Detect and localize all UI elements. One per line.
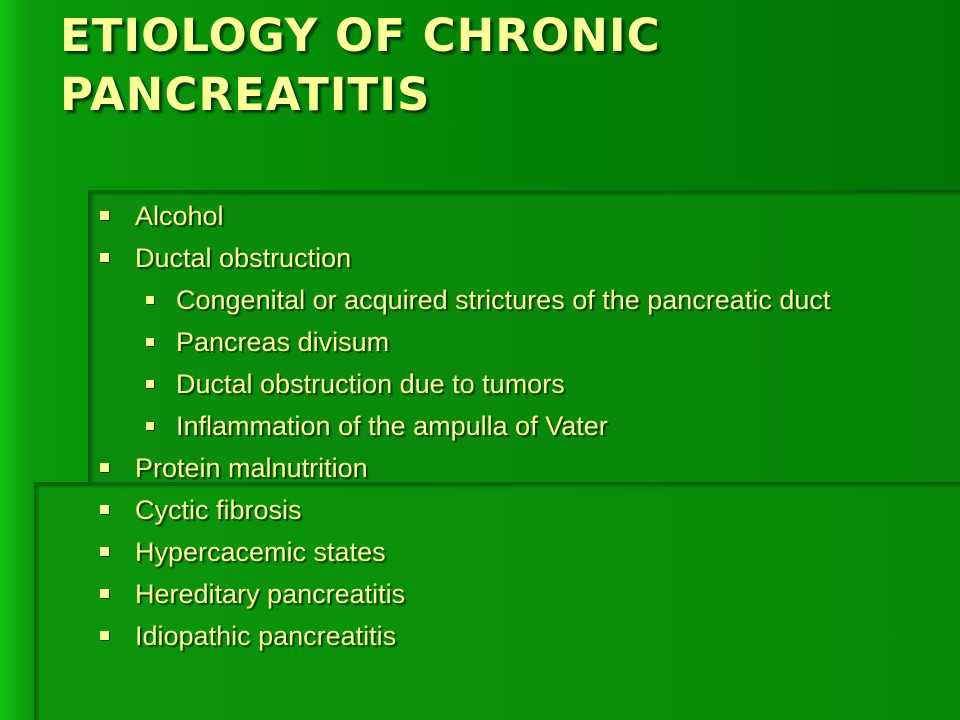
panel-shadow-edge (88, 190, 856, 194)
bullet-item (98, 200, 918, 232)
sub-bullet-item (98, 284, 918, 316)
bullet-text: Idiopathic pancreatitis (135, 621, 397, 651)
bullet-text: Ductal obstruction (135, 243, 352, 273)
bullet-item (98, 620, 918, 652)
square-bullet-icon (100, 631, 109, 640)
bullet-item (98, 578, 918, 610)
sub-bullet-item (98, 326, 918, 358)
bullet-item (98, 242, 918, 274)
square-bullet-icon (100, 589, 109, 598)
square-bullet-icon (146, 338, 154, 346)
slide-title: ETIOLOGY OF CHRONIC PANCREATITIS (60, 9, 661, 121)
sub-bullet-text: Congenital or acquired strictures of the pancreatic duct (176, 285, 831, 315)
square-bullet-icon (100, 211, 109, 220)
sub-bullet-item (98, 410, 918, 442)
bullet-text: Protein malnutrition (135, 453, 368, 483)
square-bullet-icon (100, 547, 109, 556)
sub-bullet-item (98, 368, 918, 400)
square-bullet-icon (100, 463, 109, 472)
square-bullet-icon (146, 422, 154, 430)
bullet-text: Hereditary pancreatitis (135, 579, 406, 609)
sub-bullet-text: Inflammation of the ampulla of Vater (176, 411, 608, 441)
bullet-item (98, 536, 918, 568)
sub-bullet-text: Ductal obstruction due to tumors (176, 369, 565, 399)
bullet-text: Alcohol (135, 201, 224, 231)
bullet-item (98, 494, 918, 526)
sub-bullet-text: Pancreas divisum (176, 327, 390, 357)
square-bullet-icon (146, 380, 154, 388)
square-bullet-icon (146, 296, 154, 304)
bullet-list (98, 200, 918, 662)
bullet-text: Cyctic fibrosis (135, 495, 302, 525)
square-bullet-icon (100, 253, 109, 262)
bullet-text: Hypercacemic states (135, 537, 386, 567)
bullet-item (98, 452, 918, 484)
background-glow (0, 0, 30, 720)
square-bullet-icon (100, 505, 109, 514)
